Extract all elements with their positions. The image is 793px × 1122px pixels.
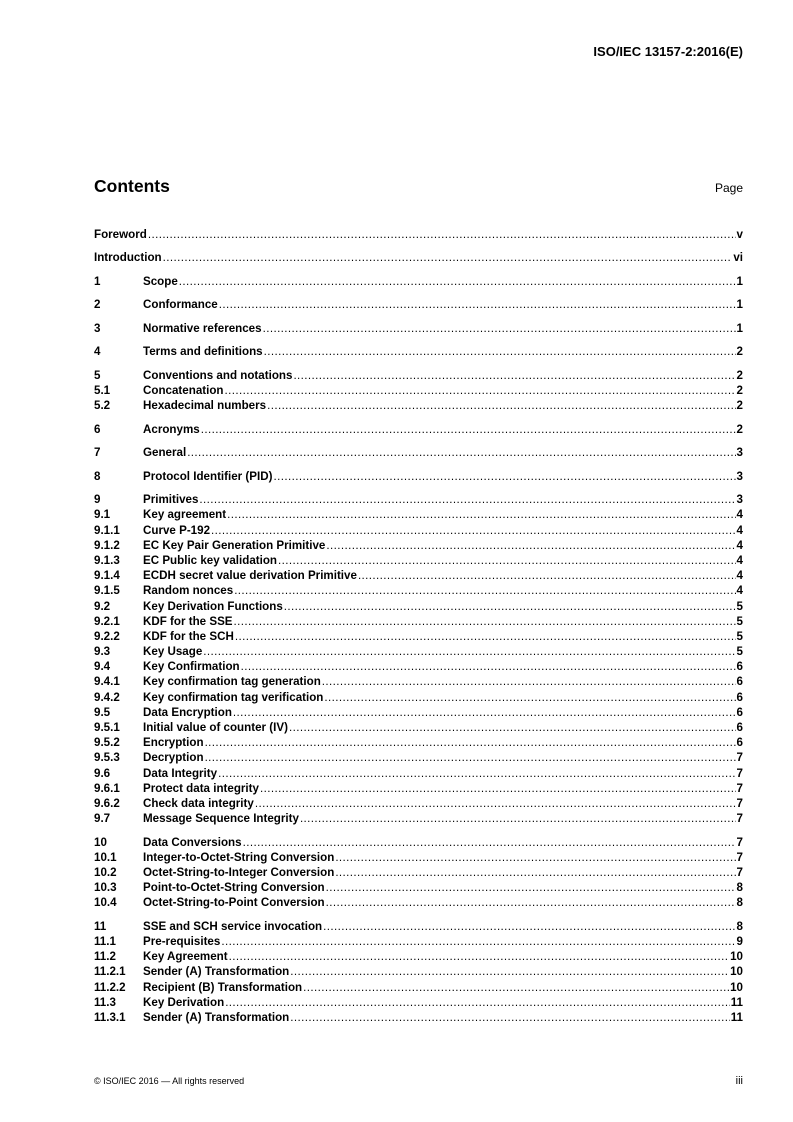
- toc-group: [94, 227, 743, 242]
- toc-group: [94, 274, 743, 289]
- toc-entry[interactable]: [94, 383, 743, 398]
- toc-entry-title: Encryption: [143, 736, 204, 750]
- toc-entry-number: 9.4.2: [94, 690, 120, 704]
- toc-group: [94, 368, 743, 414]
- toc-entry-page: 5: [736, 629, 743, 643]
- toc-entry-title: ECDH secret value derivation Primitive: [143, 569, 357, 583]
- toc-entry-page: 3: [736, 469, 743, 483]
- toc-entry-title: Key Agreement: [143, 950, 228, 964]
- toc-entry[interactable]: [94, 835, 743, 850]
- toc-entry-title: Introduction: [94, 251, 162, 265]
- table-of-contents: [94, 227, 743, 1033]
- toc-entry[interactable]: [94, 274, 743, 289]
- toc-entry-number: 9.6.1: [94, 781, 120, 795]
- dot-leader: [358, 568, 736, 583]
- dot-leader: [293, 368, 735, 383]
- toc-entry[interactable]: [94, 995, 743, 1010]
- toc-entry-title: Message Sequence Integrity: [143, 812, 299, 826]
- dot-leader: [335, 850, 735, 865]
- toc-group: [94, 297, 743, 312]
- dot-leader: [225, 995, 730, 1010]
- dot-leader: [260, 781, 736, 796]
- page-column-label: Page: [714, 181, 743, 195]
- toc-entry-number: 9.6: [94, 766, 111, 780]
- toc-entry-page: 4: [736, 538, 743, 552]
- toc-entry-page: 2: [736, 368, 743, 382]
- toc-entry-title: Foreword: [94, 228, 147, 241]
- dot-leader: [233, 705, 736, 720]
- toc-entry-page: 5: [736, 645, 743, 659]
- toc-entry-page: 6: [736, 736, 743, 750]
- toc-entry-number: 5: [94, 368, 101, 382]
- toc-entry[interactable]: [94, 368, 743, 383]
- toc-entry-number: 10.3: [94, 881, 117, 895]
- toc-entry-number: 5.1: [94, 384, 111, 398]
- dot-leader: [284, 599, 736, 614]
- toc-entry-page: 7: [736, 835, 743, 849]
- toc-entry-title: General: [143, 446, 187, 460]
- toc-entry[interactable]: [94, 568, 743, 583]
- dot-leader: [219, 297, 736, 312]
- toc-entry[interactable]: [94, 614, 743, 629]
- toc-entry[interactable]: [94, 934, 743, 949]
- dot-leader: [203, 644, 735, 659]
- toc-entry[interactable]: [94, 980, 743, 995]
- toc-entry[interactable]: [94, 227, 743, 242]
- dot-leader: [323, 919, 735, 934]
- toc-entry-number: 11.3.1: [94, 1011, 126, 1024]
- dot-leader: [148, 227, 736, 242]
- toc-entry-page: vi: [733, 251, 743, 265]
- toc-entry-title: Conformance: [143, 298, 218, 312]
- toc-entry-number: 9.1.3: [94, 553, 120, 567]
- toc-entry[interactable]: [94, 469, 743, 484]
- dot-leader: [326, 880, 736, 895]
- toc-entry-title: Key confirmation tag verification: [143, 690, 324, 704]
- toc-entry-number: 9.5.3: [94, 751, 120, 765]
- toc-entry-page: 7: [736, 866, 743, 880]
- toc-entry-title: Acronyms: [143, 422, 200, 436]
- toc-entry-title: Protocol Identifier (PID): [143, 469, 273, 483]
- toc-group: [94, 919, 743, 1025]
- dot-leader: [278, 553, 736, 568]
- toc-entry-title: Hexadecimal numbers: [143, 399, 267, 413]
- copyright-notice: © ISO/IEC 2016 — All rights reserved: [94, 1076, 245, 1086]
- toc-entry[interactable]: [94, 344, 743, 359]
- toc-entry[interactable]: [94, 720, 743, 735]
- toc-entry[interactable]: [94, 492, 743, 507]
- toc-entry-page: 2: [736, 384, 743, 398]
- dot-leader: [211, 523, 736, 538]
- toc-entry-number: 10.4: [94, 896, 117, 910]
- dot-leader: [235, 629, 736, 644]
- toc-entry-page: 2: [736, 422, 743, 436]
- dot-leader: [290, 964, 729, 979]
- dot-leader: [218, 766, 735, 781]
- toc-entry-number: 9.1.1: [94, 523, 120, 537]
- dot-leader: [234, 583, 735, 598]
- toc-entry-number: 9.5: [94, 705, 111, 719]
- toc-entry-page: 9: [736, 935, 743, 949]
- dot-leader: [187, 445, 735, 460]
- toc-entry-page: 8: [736, 919, 743, 933]
- toc-entry[interactable]: [94, 1010, 743, 1025]
- toc-entry[interactable]: [94, 659, 743, 674]
- dot-leader: [324, 690, 735, 705]
- dot-leader: [243, 835, 736, 850]
- toc-entry-page: 10: [730, 980, 743, 994]
- toc-entry-number: 1: [94, 274, 101, 288]
- toc-entry-title: Octet-String-to-Integer Conversion: [143, 866, 335, 880]
- toc-entry-title: Data Conversions: [143, 835, 242, 849]
- toc-entry[interactable]: [94, 445, 743, 460]
- toc-group: [94, 250, 743, 265]
- toc-entry-title: Key Derivation: [143, 995, 225, 1009]
- toc-entry-title: SSE and SCH service invocation: [143, 919, 323, 933]
- toc-entry-page: 2: [736, 345, 743, 359]
- toc-entry-page: 7: [736, 812, 743, 826]
- toc-entry-title: Key confirmation tag generation: [143, 675, 321, 689]
- toc-entry[interactable]: [94, 690, 743, 705]
- toc-entry-number: 6: [94, 422, 101, 436]
- toc-entry-page: 7: [736, 796, 743, 810]
- contents-heading: Contents: [94, 176, 170, 196]
- toc-entry-title: Curve P-192: [143, 523, 211, 537]
- toc-entry-page: 2: [736, 399, 743, 413]
- toc-entry[interactable]: [94, 811, 743, 826]
- toc-entry[interactable]: [94, 865, 743, 880]
- toc-entry-number: 9.4.1: [94, 675, 120, 689]
- toc-entry-page: 6: [736, 675, 743, 689]
- page-number: iii: [735, 1075, 743, 1087]
- toc-group: [94, 469, 743, 484]
- toc-group: [94, 422, 743, 437]
- toc-entry[interactable]: [94, 523, 743, 538]
- toc-entry[interactable]: [94, 538, 743, 553]
- toc-entry-page: 7: [736, 766, 743, 780]
- toc-entry-page: 5: [736, 614, 743, 628]
- toc-entry-page: 10: [730, 950, 743, 964]
- dot-leader: [227, 507, 735, 522]
- toc-entry-title: Recipient (B) Transformation: [143, 980, 303, 994]
- toc-entry-title: Data Encryption: [143, 705, 232, 719]
- dot-leader: [163, 250, 733, 265]
- toc-entry-title: Decryption: [143, 751, 204, 765]
- toc-entry-title: Primitives: [143, 493, 199, 507]
- toc-group: [94, 344, 743, 359]
- toc-entry[interactable]: [94, 629, 743, 644]
- dot-leader: [179, 274, 736, 289]
- toc-entry-page: 1: [736, 321, 743, 335]
- toc-entry[interactable]: [94, 766, 743, 781]
- toc-entry-number: 4: [94, 345, 101, 359]
- toc-entry[interactable]: [94, 674, 743, 689]
- dot-leader: [289, 720, 736, 735]
- toc-entry-title: Integer-to-Octet-String Conversion: [143, 850, 335, 864]
- toc-entry-title: Protect data integrity: [143, 781, 259, 795]
- toc-entry-page: 5: [736, 599, 743, 613]
- toc-entry-title: Sender (A) Transformation: [143, 965, 290, 979]
- dot-leader: [234, 614, 736, 629]
- dot-leader: [326, 538, 735, 553]
- toc-entry[interactable]: [94, 796, 743, 811]
- toc-entry[interactable]: [94, 949, 743, 964]
- toc-entry[interactable]: [94, 422, 743, 437]
- toc-entry-title: Pre-requisites: [143, 935, 221, 949]
- dot-leader: [201, 422, 736, 437]
- toc-group: [94, 321, 743, 336]
- toc-entry[interactable]: [94, 750, 743, 765]
- dot-leader: [322, 674, 736, 689]
- toc-entry[interactable]: [94, 919, 743, 934]
- toc-entry[interactable]: [94, 735, 743, 750]
- toc-entry-number: 8: [94, 469, 101, 483]
- toc-entry-title: KDF for the SSE: [143, 614, 233, 628]
- toc-entry-title: Concatenation: [143, 384, 224, 398]
- toc-entry-number: 10.1: [94, 850, 117, 864]
- toc-entry-page: 8: [736, 896, 743, 910]
- toc-group: [94, 492, 743, 826]
- toc-entry-number: 9.2.1: [94, 614, 120, 628]
- toc-entry-number: 9.1.5: [94, 584, 120, 598]
- toc-entry-page: 11: [730, 995, 743, 1009]
- toc-entry-number: 9.2.2: [94, 629, 120, 643]
- toc-entry-number: 7: [94, 446, 101, 460]
- toc-entry-number: 9.5.2: [94, 736, 120, 750]
- toc-entry-title: Scope: [143, 274, 178, 288]
- toc-entry-title: Initial value of counter (IV): [143, 721, 288, 735]
- toc-entry[interactable]: [94, 644, 743, 659]
- toc-entry-page: v: [736, 228, 743, 241]
- toc-entry[interactable]: [94, 599, 743, 614]
- toc-entry-number: 11.2.1: [94, 965, 126, 979]
- toc-entry-title: Sender (A) Transformation: [143, 1011, 290, 1024]
- dot-leader: [205, 735, 736, 750]
- toc-entry-number: 11.2: [94, 950, 116, 964]
- toc-entry-number: 2: [94, 298, 101, 312]
- toc-entry-title: Normative references: [143, 321, 262, 335]
- toc-entry-number: 11.1: [94, 935, 116, 949]
- dot-leader: [267, 398, 735, 413]
- toc-entry-title: Point-to-Octet-String Conversion: [143, 881, 325, 895]
- toc-entry[interactable]: [94, 781, 743, 796]
- toc-entry[interactable]: [94, 321, 743, 336]
- dot-leader: [335, 865, 735, 880]
- dot-leader: [326, 895, 736, 910]
- toc-entry-number: 9.3: [94, 645, 111, 659]
- toc-entry-title: Random nonces: [143, 584, 234, 598]
- toc-entry-title: EC Key Pair Generation Primitive: [143, 538, 326, 552]
- toc-entry[interactable]: [94, 850, 743, 865]
- toc-entry-number: 9.5.1: [94, 721, 120, 735]
- toc-entry[interactable]: [94, 880, 743, 895]
- toc-entry-page: 3: [736, 446, 743, 460]
- toc-entry-title: KDF for the SCH: [143, 629, 234, 643]
- dot-leader: [205, 750, 736, 765]
- toc-entry-page: 11: [730, 1011, 743, 1024]
- toc-entry-title: Key agreement: [143, 508, 227, 522]
- toc-entry-title: Key Derivation Functions: [143, 599, 283, 613]
- toc-entry-number: 10: [94, 835, 107, 849]
- toc-entry-page: 1: [736, 274, 743, 288]
- toc-entry-number: 9: [94, 493, 101, 507]
- toc-entry[interactable]: [94, 250, 743, 265]
- dot-leader: [255, 796, 736, 811]
- toc-entry-number: 11: [94, 919, 107, 933]
- toc-entry-number: 11.2.2: [94, 980, 126, 994]
- toc-entry-title: Key Usage: [143, 645, 203, 659]
- toc-entry-page: 7: [736, 781, 743, 795]
- toc-entry-title: Conventions and notations: [143, 368, 293, 382]
- toc-entry-number: 10.2: [94, 866, 117, 880]
- toc-entry-number: 9.2: [94, 599, 111, 613]
- toc-entry-title: Check data integrity: [143, 796, 254, 810]
- toc-entry-title: EC Public key validation: [143, 553, 278, 567]
- toc-entry[interactable]: [94, 398, 743, 413]
- toc-entry-page: 3: [736, 493, 743, 507]
- dot-leader: [241, 659, 736, 674]
- toc-entry-page: 6: [736, 660, 743, 674]
- dot-leader: [303, 980, 729, 995]
- toc-entry-title: Key Confirmation: [143, 660, 240, 674]
- toc-entry-page: 7: [736, 850, 743, 864]
- dot-leader: [229, 949, 729, 964]
- dot-leader: [221, 934, 735, 949]
- toc-entry[interactable]: [94, 297, 743, 312]
- toc-entry-number: 11.3: [94, 995, 116, 1009]
- toc-entry-page: 4: [736, 584, 743, 598]
- document-id: ISO/IEC 13157-2:2016(E): [593, 44, 743, 59]
- dot-leader: [225, 383, 736, 398]
- toc-entry-page: 6: [736, 705, 743, 719]
- toc-entry-page: 8: [736, 881, 743, 895]
- toc-entry-page: 4: [736, 523, 743, 537]
- toc-entry-page: 6: [736, 690, 743, 704]
- toc-entry-page: 10: [730, 965, 743, 979]
- toc-entry[interactable]: [94, 553, 743, 568]
- toc-entry[interactable]: [94, 705, 743, 720]
- toc-entry[interactable]: [94, 964, 743, 979]
- toc-entry-number: 9.6.2: [94, 796, 120, 810]
- toc-entry-number: 9.1.2: [94, 538, 120, 552]
- toc-entry-number: 9.4: [94, 660, 111, 674]
- toc-entry-number: 9.1: [94, 508, 111, 522]
- toc-entry-title: Terms and definitions: [143, 345, 263, 359]
- toc-entry-page: 4: [736, 569, 743, 583]
- dot-leader: [264, 344, 736, 359]
- toc-entry-number: 9.7: [94, 812, 111, 826]
- dot-leader: [290, 1010, 730, 1025]
- toc-entry[interactable]: [94, 895, 743, 910]
- toc-entry-number: 3: [94, 321, 101, 335]
- dot-leader: [273, 469, 735, 484]
- dot-leader: [199, 492, 735, 507]
- toc-entry-page: 4: [736, 553, 743, 567]
- toc-entry-title: Octet-String-to-Point Conversion: [143, 896, 325, 910]
- toc-entry-number: 9.1.4: [94, 569, 120, 583]
- toc-entry-page: 4: [736, 508, 743, 522]
- toc-entry-title: Data Integrity: [143, 766, 218, 780]
- toc-entry-page: 6: [736, 721, 743, 735]
- toc-entry-page: 1: [736, 298, 743, 312]
- toc-entry-number: 5.2: [94, 399, 111, 413]
- toc-entry[interactable]: [94, 583, 743, 598]
- toc-group: [94, 835, 743, 911]
- dot-leader: [263, 321, 736, 336]
- toc-group: [94, 445, 743, 460]
- dot-leader: [300, 811, 736, 826]
- toc-entry[interactable]: [94, 507, 743, 522]
- toc-entry-page: 7: [736, 751, 743, 765]
